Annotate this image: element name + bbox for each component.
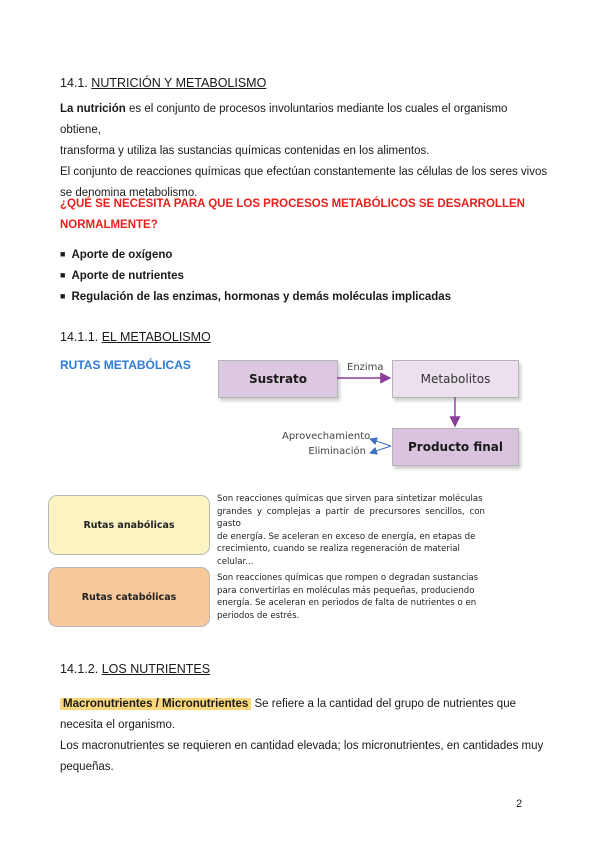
question-line1: ¿QUÉ SE NECESITA PARA QUE LOS PROCESOS METABÓLICOS SE DESARROLLEN [60, 198, 525, 210]
arrow-to-elimination [370, 446, 391, 453]
section-number: 14.1. [60, 76, 88, 90]
nutrients-paragraph [60, 694, 550, 778]
nutrients-line1: Se refiere a la cantidad del grupo de nutrientes que [251, 698, 516, 710]
metabolites-box: Metabolitos [392, 360, 519, 398]
nutrients-line2: necesita el organismo. [60, 719, 176, 731]
list-item: ■ Aporte de nutrientes [60, 266, 451, 287]
intro-line3: El conjunto de reacciones químicas que efectúan constantemente las células de los seres vivos [60, 166, 548, 178]
section-number: 14.1.2. [60, 662, 99, 676]
anabolic-route-box: Rutas anabólicas [48, 495, 210, 555]
intro-line2: transforma y utiliza las sustancias químicas contenidas en los alimentos. [60, 145, 430, 157]
list-item: ■ Regulación de las enzimas, hormonas y demás moléculas implicadas [60, 287, 451, 308]
desc-line: Son reacciones químicas que rompen o degradan sustancias [217, 573, 479, 583]
section-heading-nutrientes [60, 662, 210, 676]
section-title: LOS NUTRIENTES [101, 662, 211, 676]
use-label: Aprovechamiento [282, 431, 371, 442]
bold-term: La nutrición [60, 103, 126, 115]
nutrients-line3: Los macronutrientes se requieren en cantidad elevada; los micronutrientes, en cantidades muy [60, 740, 544, 752]
desc-line: energía. Se aceleran en periodos de falta de nutrientes o en [217, 598, 477, 608]
intro-line4: se denomina metabolismo. [60, 187, 198, 199]
section-title: EL METABOLISMO [101, 330, 211, 344]
nutrients-line4: pequeñas. [60, 761, 114, 773]
anabolic-description [217, 493, 485, 568]
desc-line: crecimiento, cuando se realiza regeneración de material [217, 544, 460, 554]
highlighted-term: Macronutrientes / Micronutrientes [60, 698, 251, 710]
desc-line: grandes y complejas a partir de precursores sencillos, con gasto [217, 506, 485, 529]
elimination-label: Eliminación [308, 446, 366, 457]
question-line2: NORMALMENTE? [60, 219, 158, 231]
final-product-box: Producto final [392, 428, 519, 466]
desc-line: periodos de estrés. [217, 610, 300, 621]
desc-line: Son reacciones químicas que sirven para sintetizar moléculas [217, 494, 483, 504]
section-number: 14.1.1. [60, 330, 99, 344]
substrate-box: Sustrato [218, 360, 338, 398]
catabolic-description [217, 572, 485, 622]
page-number: 2 [516, 798, 523, 810]
desc-line: para convertirlas en moléculas más pequeñas, produciendo [217, 585, 475, 596]
intro-line1: es el conjunto de procesos involuntarios mediante los cuales el organismo obtiene, [60, 103, 508, 136]
enzyme-label: Enzima [347, 362, 384, 373]
section-title: NUTRICIÓN Y METABOLISMO [91, 76, 267, 90]
catabolic-route-box: Rutas catabólicas [48, 567, 210, 627]
arrow-to-use [370, 439, 391, 446]
desc-line: de energía. Se aceleran en exceso de energía, en etapas de [217, 531, 476, 542]
desc-line: celular... [217, 556, 254, 567]
list-item: ■ Aporte de oxígeno [60, 245, 451, 266]
routes-label: RUTAS METABÓLICAS [60, 358, 191, 372]
